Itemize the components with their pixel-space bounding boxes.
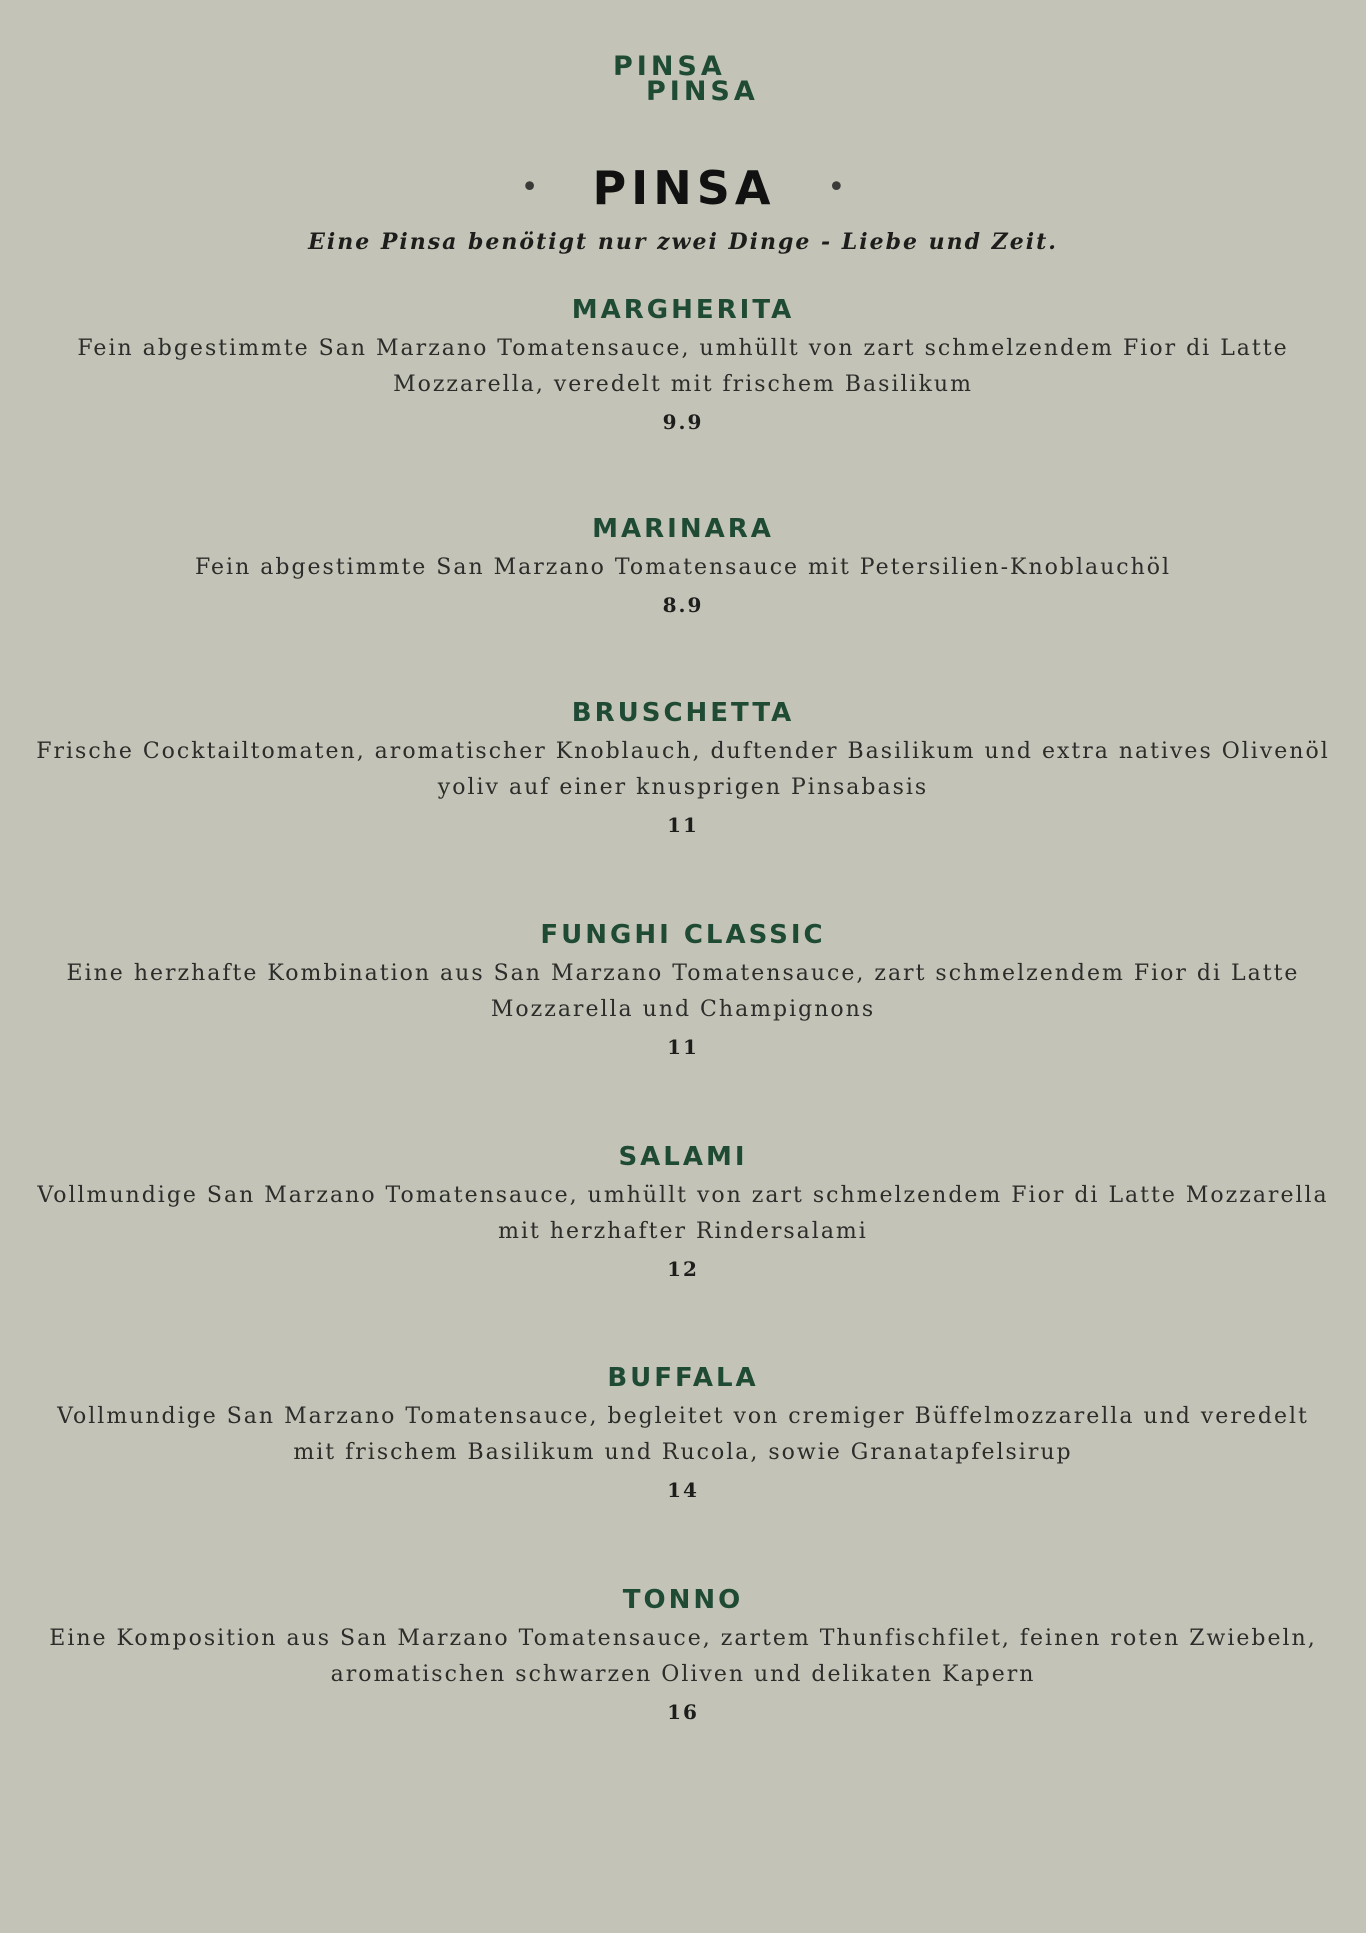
bullet-right-icon: • [827,170,846,205]
item-description [0,550,1366,586]
item-price: 9.9 [662,410,704,434]
menu-item-bruschetta [0,696,1366,840]
item-name: MARGHERITA [571,295,795,325]
menu-item-tonno [0,1583,1366,1727]
item-description [0,1621,1366,1693]
item-description-line: mit herzhafter Rindersalami [498,1219,868,1244]
item-description-line: Mozzarella und Champignons [490,997,876,1022]
item-name: BUFFALA [607,1363,759,1393]
menu-item-margherita [0,293,1366,437]
item-description-line: aromatischen schwarzen Oliven und delikaten Kapern [330,1662,1036,1687]
item-description-line: Eine Komposition aus San Marzano Tomatensauce, zartem Thunfischfilet, feinen roten Zwiebeln, [49,1626,1317,1651]
item-description-line: Fein abgestimmte San Marzano Tomatensauce, umhüllt von zart schmelzendem Fior di Latte [77,336,1289,361]
section-header [0,158,1366,218]
item-price: 8.9 [662,593,704,617]
menu-item-funghi-classic [0,918,1366,1062]
item-price: 12 [667,1257,699,1281]
bullet-left-icon: • [520,170,539,205]
menu-item-salami [0,1140,1366,1284]
item-description [0,734,1366,806]
item-description-line: Frische Cocktailtomaten, aromatischer Knoblauch, duftender Basilikum und extra natives Olivenöl [36,739,1330,764]
item-description [0,1178,1366,1250]
item-description-line: Fein abgestimmte San Marzano Tomatensauce mit Petersilien-Knoblauchöl [194,555,1172,580]
item-price: 11 [667,813,699,837]
item-description [0,956,1366,1028]
brand-logo [0,50,1366,110]
section-tagline: Eine Pinsa benötigt nur zwei Dinge - Liebe und Zeit. [308,229,1058,255]
item-name: TONNO [622,1585,744,1615]
section-title: PINSA [592,161,776,215]
item-name: MARINARA [592,514,774,544]
item-description-line: Eine herzhafte Kombination aus San Marzano Tomatensauce, zart schmelzendem Fior di Latte [66,961,1300,986]
item-description [0,1399,1366,1471]
item-description-line: yoliv auf einer knusprigen Pinsabasis [437,775,929,800]
item-price: 14 [667,1478,699,1502]
item-description-line: mit frischem Basilikum und Rucola, sowie Granatapfelsirup [293,1440,1073,1465]
menu-item-buffala [0,1361,1366,1505]
item-price: 11 [667,1035,699,1059]
item-name: BRUSCHETTA [571,698,795,728]
item-name: FUNGHI CLASSIC [540,920,826,950]
item-name: SALAMI [618,1142,748,1172]
item-description-line: Vollmundige San Marzano Tomatensauce, begleitet von cremiger Büffelmozzarella und veredelt [57,1404,1309,1429]
item-description-line: Vollmundige San Marzano Tomatensauce, umhüllt von zart schmelzendem Fior di Latte Mozzarella [37,1183,1329,1208]
logo-line-1: PINSA [613,51,726,82]
item-price: 16 [667,1700,699,1724]
item-description [0,331,1366,403]
logo-line-2: PINSA [646,76,759,107]
menu-item-marinara [0,512,1366,620]
item-description-line: Mozzarella, veredelt mit frischem Basilikum [393,372,973,397]
